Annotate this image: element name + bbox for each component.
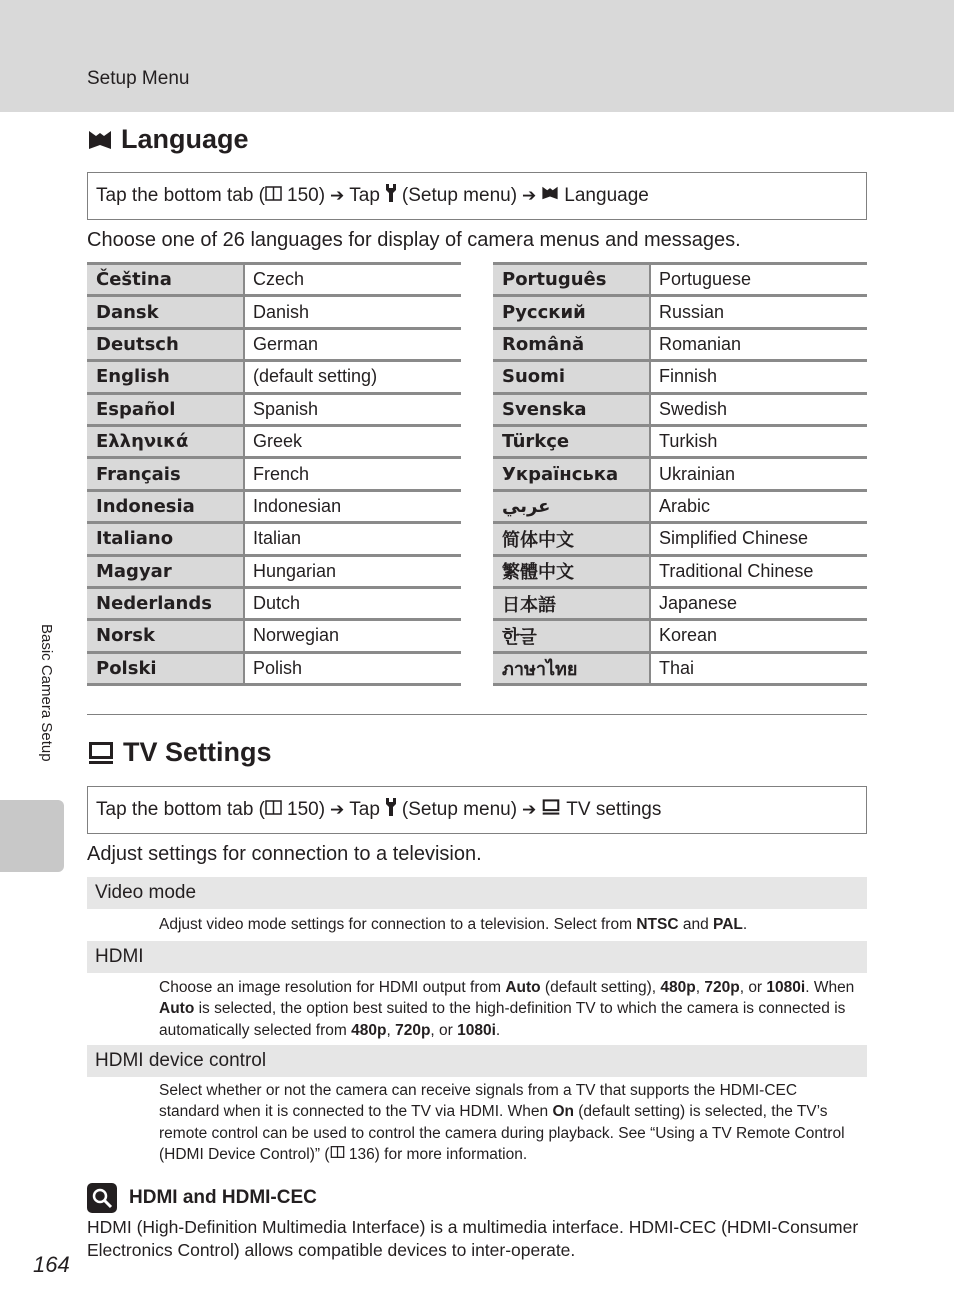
table-row — [87, 492, 461, 524]
side-section-label: Basic Camera Setup — [38, 624, 55, 762]
table-row — [87, 330, 461, 362]
english-name: Indonesian — [253, 495, 342, 516]
nav-tap: Tap — [349, 185, 380, 206]
english-name: Italian — [253, 528, 302, 549]
native-language: Magyar — [87, 557, 245, 586]
language-icon — [541, 184, 559, 208]
language-intro: Choose one of 26 languages for display of camera menus and messages. — [87, 229, 741, 251]
language-table-right — [493, 262, 867, 686]
table-row — [87, 621, 461, 653]
arrow-right-icon: ➔ — [330, 800, 345, 820]
table-row — [87, 395, 461, 427]
english-name: Thai — [659, 657, 695, 678]
english-name: Greek — [253, 431, 303, 452]
table-row — [493, 557, 867, 589]
native-language: Português — [493, 265, 651, 294]
english-name: Spanish — [253, 398, 319, 419]
nav-ref-page: 150) — [287, 799, 326, 820]
english-name: Ukrainian — [659, 463, 736, 484]
native-language: Deutsch — [87, 330, 245, 359]
language-title-text: Language — [121, 124, 249, 154]
tv-nav-box — [87, 786, 867, 834]
native-language: English — [87, 362, 245, 391]
hdmi-heading: HDMI — [87, 941, 867, 973]
native-language: Suomi — [493, 362, 651, 391]
table-row — [493, 297, 867, 329]
video-mode-heading: Video mode — [87, 877, 867, 909]
native-language: Indonesia — [87, 492, 245, 521]
english-name: Turkish — [659, 431, 718, 452]
english-name: (default setting) — [253, 366, 378, 387]
magnifier-note-icon — [87, 1183, 117, 1213]
tv-settings-title — [87, 737, 272, 768]
native-language: 日本語 — [493, 589, 651, 618]
hdmi-device-control-description: Select whether or not the camera can receive signals from a TV that supports the HDMI-CEC standard when it is connected to the TV via HDMI. When On (default setting) is selected, the TV’s remote control can be used to control the camera during playback. See “Using a TV Remote Control (HDMI Device Control)” ( 136) for more information. — [159, 1082, 845, 1163]
nav-setup-menu: (Setup menu) — [401, 185, 518, 206]
table-row — [493, 362, 867, 394]
arrow-right-icon: ➔ — [330, 186, 345, 206]
table-row — [493, 330, 867, 362]
table-row — [493, 395, 867, 427]
native-language: عربي — [493, 492, 651, 521]
language-nav-box — [87, 172, 867, 220]
nav-text: Tap the bottom tab ( — [96, 185, 265, 206]
english-name: Swedish — [659, 398, 728, 419]
table-row — [493, 492, 867, 524]
english-name: Dutch — [253, 593, 301, 614]
table-row — [87, 459, 461, 491]
english-name: German — [253, 333, 319, 354]
english-name: Simplified Chinese — [659, 528, 809, 549]
native-language: Русский — [493, 297, 651, 326]
native-language: Français — [87, 459, 245, 488]
arrow-right-icon: ➔ — [522, 186, 537, 206]
native-language: Polski — [87, 654, 245, 683]
side-tab — [0, 800, 64, 872]
native-language: Italiano — [87, 524, 245, 553]
english-name: Romanian — [659, 333, 742, 354]
table-row — [87, 589, 461, 621]
language-table-left — [87, 262, 461, 686]
english-name: Norwegian — [253, 625, 340, 646]
english-name: Danish — [253, 301, 310, 322]
native-language: 한글 — [493, 621, 651, 650]
section-divider — [87, 714, 867, 715]
tv-icon — [541, 798, 561, 822]
wrench-icon — [385, 183, 397, 209]
english-name: Portuguese — [659, 269, 752, 290]
hdmi-description: Choose an image resolution for HDMI output from Auto (default setting), 480p, 720p, or 1080i. When Auto is selected, the option best suited to the high-definition TV to which the camera is connected is automatically selected from 480p, 720p, or 1080i. — [159, 979, 855, 1039]
table-row — [493, 654, 867, 686]
english-name: Japanese — [659, 593, 738, 614]
native-language: Dansk — [87, 297, 245, 326]
english-name: Czech — [253, 269, 305, 290]
english-name: Finnish — [659, 366, 718, 387]
header-label: Setup Menu — [87, 68, 190, 89]
wrench-icon — [385, 797, 397, 823]
native-language: 繁體中文 — [493, 557, 651, 586]
nav-target: TV settings — [566, 799, 662, 820]
table-row — [493, 589, 867, 621]
note-title — [87, 1183, 317, 1213]
tv-settings-title-text: TV Settings — [123, 737, 272, 767]
english-name: Polish — [253, 657, 303, 678]
native-language: Türkçe — [493, 427, 651, 456]
nav-tap: Tap — [349, 799, 380, 820]
english-name: French — [253, 463, 310, 484]
nav-ref-page: 150) — [287, 185, 326, 206]
tv-intro: Adjust settings for connection to a television. — [87, 843, 482, 865]
table-row — [87, 297, 461, 329]
native-language: Norsk — [87, 621, 245, 650]
table-row — [87, 654, 461, 686]
book-ref-icon — [265, 799, 282, 821]
native-language: Українська — [493, 459, 651, 488]
book-ref-icon — [330, 1146, 345, 1163]
native-language: Español — [87, 395, 245, 424]
english-name: Traditional Chinese — [659, 560, 814, 581]
english-name: Russian — [659, 301, 725, 322]
table-row — [493, 524, 867, 556]
native-language: Čeština — [87, 265, 245, 294]
nav-text: Tap the bottom tab ( — [96, 799, 265, 820]
table-row — [493, 459, 867, 491]
table-row — [87, 362, 461, 394]
page-number: 164 — [33, 1252, 70, 1277]
native-language: Ελληνικά — [87, 427, 245, 456]
book-ref-icon — [265, 185, 282, 207]
native-language: Română — [493, 330, 651, 359]
english-name: Korean — [659, 625, 718, 646]
table-row — [87, 427, 461, 459]
arrow-right-icon: ➔ — [522, 800, 537, 820]
language-icon — [87, 127, 113, 153]
nav-setup-menu: (Setup menu) — [401, 799, 518, 820]
native-language: ภาษาไทย — [493, 654, 651, 683]
english-name: Arabic — [659, 495, 711, 516]
table-row — [493, 427, 867, 459]
table-row — [493, 265, 867, 297]
note-text: HDMI (High-Definition Multimedia Interface) is a multimedia interface. HDMI-CEC (HDMI-Consumer Electronics Control) allows compatible devices to inter-operate. — [87, 1217, 859, 1260]
header-band — [0, 0, 954, 112]
nav-target: Language — [564, 185, 649, 206]
video-mode-description: Adjust video mode settings for connection to a television. Select from NTSC and PAL. — [159, 916, 748, 933]
native-language: 简体中文 — [493, 524, 651, 553]
native-language: Nederlands — [87, 589, 245, 618]
english-name: Hungarian — [253, 560, 337, 581]
table-row — [87, 524, 461, 556]
table-row — [87, 557, 461, 589]
table-row — [87, 265, 461, 297]
hdmi-device-control-heading: HDMI device control — [87, 1045, 867, 1077]
language-title — [87, 124, 249, 155]
table-row — [493, 621, 867, 653]
tv-icon — [87, 740, 115, 766]
note-title-text: HDMI and HDMI-CEC — [129, 1187, 317, 1208]
native-language: Svenska — [493, 395, 651, 424]
